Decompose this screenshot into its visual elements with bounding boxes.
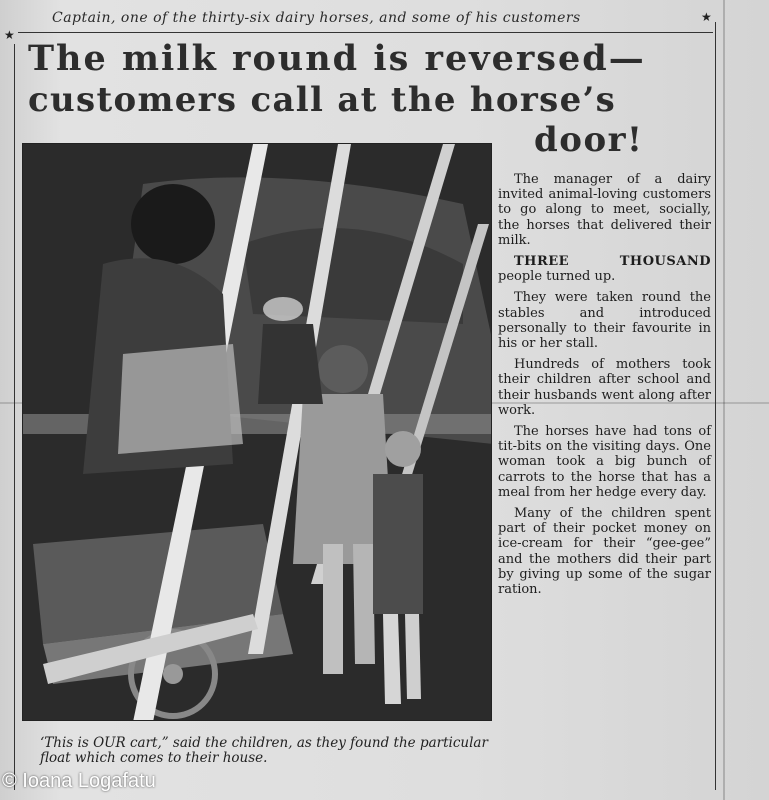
article-body [498, 172, 711, 603]
article-paragraph: Hundreds of mothers took their children after school and their husbands went along after work. [498, 357, 711, 418]
article-paragraph: The horses have had tons of tit-bits on the visiting days. One woman took a big bunch of carrots to the horse that has a meal from her hedge every day. [498, 424, 711, 500]
article-text: people turned up. [498, 269, 616, 285]
column-rule-left [14, 44, 15, 790]
fold-crease-vertical [723, 0, 725, 800]
article-paragraph: The manager of a dairy invited animal-loving customers to go along to meet, socially, the horses that delivered their milk. [498, 172, 711, 248]
article-paragraph [498, 254, 711, 284]
headline-line-2: customers call at the horse’s [28, 80, 617, 120]
star-ornament-icon: ★ [4, 28, 15, 42]
article-lead-caps: THREE THOUSAND [514, 254, 711, 270]
column-rule-right [715, 22, 716, 790]
headline-line-1: The milk round is reversed— [28, 38, 646, 79]
headline-line-3: door! [534, 120, 644, 160]
photo-illustration [23, 144, 492, 721]
star-ornament-icon: ★ [701, 10, 712, 24]
copyright-watermark: © Ioana Logafatu [2, 770, 156, 792]
photo-caption: ‘This is OUR cart,” said the children, as they found the particular float which comes to their house. [40, 735, 488, 766]
caption-rule [18, 32, 713, 33]
article-paragraph: Many of the children spent part of their pocket money on ice-cream for their “gee-gee” and the mothers did their part by giving up some of the sugar ration. [498, 506, 711, 598]
top-caption: Captain, one of the thirty-six dairy horses, and some of his customers [52, 10, 581, 26]
photo-children-cart [22, 143, 492, 721]
article-paragraph: They were taken round the stables and introduced personally to their favourite in his or her stall. [498, 290, 711, 352]
